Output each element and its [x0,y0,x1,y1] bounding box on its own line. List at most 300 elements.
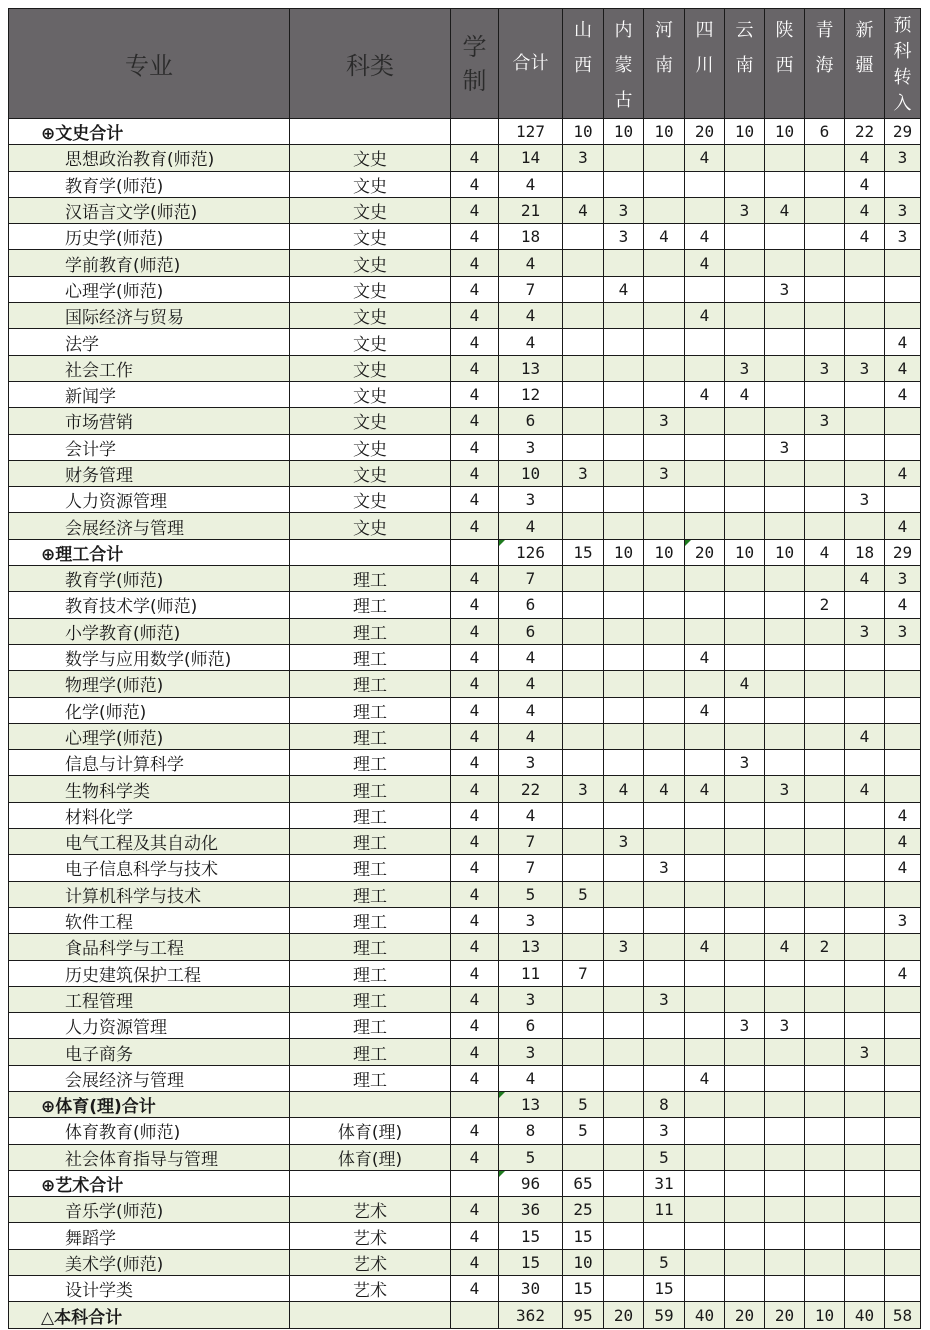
cell-province-count[interactable] [604,566,644,592]
cell-major[interactable]: 心理学(师范) [9,276,290,302]
cell-total[interactable]: 3 [499,487,563,513]
cell-province-count[interactable]: 10 [563,1249,604,1275]
cell-province-count[interactable] [845,1013,885,1039]
cell-major[interactable]: 物理学(师范) [9,671,290,697]
cell-province-count[interactable]: 5 [563,881,604,907]
cell-category[interactable]: 理工 [290,960,451,986]
cell-province-count[interactable] [563,671,604,697]
cell-major[interactable]: ⊕艺术合计 [9,1170,290,1196]
cell-province-count[interactable]: 4 [685,250,725,276]
cell-province-count[interactable]: 3 [604,197,644,223]
cell-province-count[interactable]: 4 [885,829,921,855]
cell-major[interactable]: △本科合计 [9,1302,290,1328]
cell-category[interactable]: 文史 [290,381,451,407]
cell-years[interactable]: 4 [451,1118,499,1144]
cell-category[interactable] [290,119,451,145]
cell-province-count[interactable] [885,1065,921,1091]
cell-province-count[interactable]: 10 [604,539,644,565]
cell-province-count[interactable]: 31 [644,1170,685,1196]
cell-province-count[interactable] [765,1223,805,1249]
cell-province-count[interactable] [725,513,765,539]
cell-province-count[interactable] [885,1013,921,1039]
cell-province-count[interactable] [765,408,805,434]
cell-years[interactable]: 4 [451,776,499,802]
cell-category[interactable]: 文史 [290,460,451,486]
cell-province-count[interactable] [563,381,604,407]
cell-province-count[interactable]: 4 [845,145,885,171]
cell-major[interactable]: 数学与应用数学(师范) [9,644,290,670]
cell-province-count[interactable] [885,1118,921,1144]
cell-province-count[interactable] [685,1144,725,1170]
cell-province-count[interactable] [805,855,845,881]
cell-province-count[interactable]: 4 [685,145,725,171]
cell-province-count[interactable] [685,1249,725,1275]
cell-years[interactable]: 4 [451,224,499,250]
cell-years[interactable]: 4 [451,750,499,776]
cell-total[interactable]: 5 [499,881,563,907]
cell-total[interactable]: 4 [499,697,563,723]
cell-province-count[interactable]: 10 [765,119,805,145]
cell-category[interactable]: 文史 [290,224,451,250]
cell-province-count[interactable] [685,1276,725,1302]
cell-province-count[interactable] [765,697,805,723]
cell-province-count[interactable]: 3 [725,355,765,381]
cell-province-count[interactable] [765,723,805,749]
cell-province-count[interactable] [845,1197,885,1223]
cell-category[interactable]: 文史 [290,487,451,513]
cell-major[interactable]: 学前教育(师范) [9,250,290,276]
cell-province-count[interactable]: 3 [885,618,921,644]
cell-province-count[interactable]: 4 [765,934,805,960]
cell-province-count[interactable] [725,303,765,329]
cell-province-count[interactable]: 4 [845,224,885,250]
cell-province-count[interactable]: 3 [765,1013,805,1039]
cell-province-count[interactable]: 4 [685,224,725,250]
cell-major[interactable]: 国际经济与贸易 [9,303,290,329]
cell-province-count[interactable] [563,592,604,618]
cell-province-count[interactable] [765,1091,805,1117]
cell-major[interactable]: 工程管理 [9,986,290,1012]
cell-province-count[interactable]: 3 [563,145,604,171]
cell-province-count[interactable] [725,145,765,171]
cell-province-count[interactable] [644,802,685,828]
cell-province-count[interactable] [725,171,765,197]
cell-province-count[interactable] [644,881,685,907]
cell-province-count[interactable]: 3 [644,408,685,434]
cell-province-count[interactable] [845,907,885,933]
cell-total[interactable]: 18 [499,224,563,250]
cell-major[interactable]: 化学(师范) [9,697,290,723]
cell-total[interactable]: 3 [499,750,563,776]
cell-province-count[interactable]: 15 [563,1276,604,1302]
cell-category[interactable]: 理工 [290,618,451,644]
cell-province-count[interactable] [685,750,725,776]
cell-province-count[interactable]: 3 [845,355,885,381]
cell-major[interactable]: 会计学 [9,434,290,460]
cell-province-count[interactable] [604,723,644,749]
cell-province-count[interactable] [885,776,921,802]
cell-years[interactable]: 4 [451,723,499,749]
cell-province-count[interactable] [604,881,644,907]
cell-province-count[interactable] [805,802,845,828]
cell-province-count[interactable] [604,697,644,723]
cell-years[interactable]: 4 [451,434,499,460]
cell-category[interactable]: 文史 [290,408,451,434]
cell-province-count[interactable] [765,1170,805,1196]
cell-province-count[interactable] [685,329,725,355]
cell-province-count[interactable]: 8 [644,1091,685,1117]
cell-province-count[interactable]: 3 [604,934,644,960]
cell-years[interactable]: 4 [451,250,499,276]
cell-province-count[interactable]: 3 [845,618,885,644]
cell-province-count[interactable] [765,960,805,986]
cell-province-count[interactable] [644,566,685,592]
cell-province-count[interactable] [563,829,604,855]
cell-province-count[interactable] [644,1223,685,1249]
cell-province-count[interactable]: 40 [845,1302,885,1328]
cell-province-count[interactable] [805,723,845,749]
cell-province-count[interactable]: 15 [563,1223,604,1249]
cell-total[interactable]: 10 [499,460,563,486]
cell-total[interactable]: 36 [499,1197,563,1223]
cell-province-count[interactable] [885,750,921,776]
cell-years[interactable]: 4 [451,1065,499,1091]
cell-province-count[interactable] [604,303,644,329]
cell-province-count[interactable] [604,671,644,697]
cell-province-count[interactable] [845,1065,885,1091]
cell-province-count[interactable] [845,276,885,302]
cell-province-count[interactable] [805,1197,845,1223]
cell-total[interactable]: 5 [499,1144,563,1170]
cell-total[interactable]: 13 [499,355,563,381]
cell-province-count[interactable] [644,145,685,171]
cell-province-count[interactable] [805,171,845,197]
cell-province-count[interactable] [805,776,845,802]
cell-province-count[interactable] [845,934,885,960]
cell-years[interactable]: 4 [451,355,499,381]
cell-province-count[interactable]: 3 [765,276,805,302]
cell-category[interactable]: 文史 [290,513,451,539]
cell-province-count[interactable]: 5 [563,1118,604,1144]
cell-province-count[interactable] [725,1065,765,1091]
cell-province-count[interactable] [685,355,725,381]
cell-province-count[interactable]: 11 [644,1197,685,1223]
cell-province-count[interactable]: 4 [885,381,921,407]
cell-province-count[interactable] [685,408,725,434]
cell-province-count[interactable]: 3 [885,145,921,171]
cell-years[interactable] [451,119,499,145]
cell-province-count[interactable] [644,644,685,670]
cell-category[interactable]: 理工 [290,1065,451,1091]
cell-category[interactable]: 理工 [290,907,451,933]
cell-province-count[interactable]: 10 [604,119,644,145]
cell-province-count[interactable]: 10 [805,1302,845,1328]
cell-province-count[interactable] [805,1039,845,1065]
cell-province-count[interactable] [604,145,644,171]
cell-province-count[interactable] [885,697,921,723]
cell-major[interactable]: 历史建筑保护工程 [9,960,290,986]
cell-province-count[interactable] [685,513,725,539]
cell-years[interactable]: 4 [451,829,499,855]
cell-major[interactable]: 食品科学与工程 [9,934,290,960]
cell-province-count[interactable] [765,513,805,539]
cell-province-count[interactable]: 10 [725,119,765,145]
cell-province-count[interactable] [725,618,765,644]
cell-category[interactable]: 文史 [290,276,451,302]
cell-province-count[interactable] [604,855,644,881]
cell-province-count[interactable] [765,487,805,513]
cell-major[interactable]: 电子信息科学与技术 [9,855,290,881]
cell-province-count[interactable] [885,487,921,513]
cell-province-count[interactable] [805,644,845,670]
cell-province-count[interactable] [563,802,604,828]
cell-category[interactable]: 艺术 [290,1197,451,1223]
cell-major[interactable]: 新闻学 [9,381,290,407]
cell-province-count[interactable]: 3 [644,855,685,881]
cell-years[interactable] [451,1170,499,1196]
cell-category[interactable]: 艺术 [290,1249,451,1275]
cell-province-count[interactable]: 4 [685,644,725,670]
cell-province-count[interactable]: 10 [765,539,805,565]
cell-total[interactable]: 7 [499,566,563,592]
cell-province-count[interactable] [845,1223,885,1249]
cell-total[interactable]: 4 [499,513,563,539]
cell-province-count[interactable] [644,671,685,697]
cell-province-count[interactable] [604,1144,644,1170]
cell-province-count[interactable] [725,1249,765,1275]
cell-province-count[interactable] [765,618,805,644]
cell-province-count[interactable]: 4 [845,566,885,592]
cell-province-count[interactable] [563,723,604,749]
cell-category[interactable]: 文史 [290,171,451,197]
cell-province-count[interactable] [805,381,845,407]
cell-province-count[interactable] [725,1091,765,1117]
cell-years[interactable]: 4 [451,513,499,539]
cell-total[interactable]: 4 [499,644,563,670]
cell-province-count[interactable] [765,644,805,670]
cell-province-count[interactable] [685,1013,725,1039]
cell-province-count[interactable] [563,697,604,723]
cell-province-count[interactable] [885,723,921,749]
cell-province-count[interactable] [725,487,765,513]
cell-province-count[interactable] [805,986,845,1012]
cell-province-count[interactable] [725,802,765,828]
cell-province-count[interactable] [644,355,685,381]
cell-category[interactable]: 体育(理) [290,1144,451,1170]
cell-years[interactable]: 4 [451,644,499,670]
cell-province-count[interactable] [725,460,765,486]
cell-province-count[interactable] [563,303,604,329]
cell-province-count[interactable] [685,960,725,986]
cell-years[interactable]: 4 [451,276,499,302]
cell-major[interactable]: 舞蹈学 [9,1223,290,1249]
cell-province-count[interactable] [885,1197,921,1223]
cell-province-count[interactable] [685,566,725,592]
cell-province-count[interactable] [563,329,604,355]
cell-province-count[interactable] [845,592,885,618]
cell-province-count[interactable] [885,1091,921,1117]
cell-province-count[interactable] [644,250,685,276]
cell-total[interactable]: 3 [499,986,563,1012]
cell-province-count[interactable] [604,1223,644,1249]
cell-province-count[interactable] [765,329,805,355]
cell-province-count[interactable]: 3 [885,566,921,592]
cell-years[interactable]: 4 [451,881,499,907]
cell-province-count[interactable]: 4 [885,592,921,618]
cell-province-count[interactable] [805,750,845,776]
cell-major[interactable]: 电气工程及其自动化 [9,829,290,855]
cell-years[interactable]: 4 [451,1197,499,1223]
cell-province-count[interactable] [563,855,604,881]
cell-years[interactable]: 4 [451,802,499,828]
cell-province-count[interactable] [725,1170,765,1196]
cell-province-count[interactable] [765,750,805,776]
cell-province-count[interactable]: 3 [563,776,604,802]
cell-total[interactable]: 4 [499,250,563,276]
cell-province-count[interactable] [765,1276,805,1302]
cell-major[interactable]: 软件工程 [9,907,290,933]
cell-major[interactable]: 人力资源管理 [9,487,290,513]
cell-province-count[interactable]: 4 [685,381,725,407]
cell-province-count[interactable] [845,329,885,355]
cell-province-count[interactable]: 5 [644,1144,685,1170]
cell-province-count[interactable] [725,907,765,933]
cell-province-count[interactable] [805,881,845,907]
cell-province-count[interactable] [805,1144,845,1170]
cell-province-count[interactable] [765,802,805,828]
cell-province-count[interactable]: 3 [845,487,885,513]
cell-province-count[interactable] [765,829,805,855]
cell-province-count[interactable] [765,171,805,197]
cell-province-count[interactable] [725,855,765,881]
cell-major[interactable]: 电子商务 [9,1039,290,1065]
cell-province-count[interactable] [805,960,845,986]
cell-province-count[interactable] [644,197,685,223]
cell-total[interactable]: 22 [499,776,563,802]
cell-province-count[interactable] [725,776,765,802]
cell-category[interactable]: 艺术 [290,1276,451,1302]
cell-years[interactable]: 4 [451,566,499,592]
cell-province-count[interactable] [685,1197,725,1223]
cell-province-count[interactable] [725,250,765,276]
cell-province-count[interactable] [604,907,644,933]
cell-province-count[interactable]: 25 [563,1197,604,1223]
cell-category[interactable]: 理工 [290,881,451,907]
cell-province-count[interactable] [604,1013,644,1039]
cell-province-count[interactable] [765,855,805,881]
cell-province-count[interactable] [845,1144,885,1170]
cell-province-count[interactable]: 3 [644,986,685,1012]
cell-major[interactable]: 市场营销 [9,408,290,434]
cell-province-count[interactable]: 2 [805,934,845,960]
cell-province-count[interactable] [725,329,765,355]
cell-major[interactable]: 汉语言文学(师范) [9,197,290,223]
cell-province-count[interactable] [845,1118,885,1144]
cell-province-count[interactable] [685,802,725,828]
cell-province-count[interactable] [725,276,765,302]
cell-province-count[interactable] [644,829,685,855]
cell-category[interactable] [290,1302,451,1328]
cell-province-count[interactable]: 4 [805,539,845,565]
cell-province-count[interactable] [805,697,845,723]
cell-province-count[interactable] [604,408,644,434]
cell-category[interactable]: 理工 [290,644,451,670]
cell-province-count[interactable] [885,250,921,276]
cell-province-count[interactable] [563,250,604,276]
cell-major[interactable]: 会展经济与管理 [9,1065,290,1091]
cell-province-count[interactable]: 4 [885,855,921,881]
cell-province-count[interactable]: 58 [885,1302,921,1328]
cell-province-count[interactable] [805,1223,845,1249]
cell-province-count[interactable]: 3 [725,750,765,776]
cell-province-count[interactable] [644,960,685,986]
cell-years[interactable]: 4 [451,1013,499,1039]
cell-total[interactable]: 362 [499,1302,563,1328]
cell-province-count[interactable] [725,986,765,1012]
cell-province-count[interactable]: 4 [885,329,921,355]
cell-province-count[interactable] [725,1118,765,1144]
cell-province-count[interactable] [604,381,644,407]
cell-province-count[interactable] [765,881,805,907]
cell-province-count[interactable] [604,1170,644,1196]
cell-province-count[interactable] [845,829,885,855]
cell-province-count[interactable] [765,250,805,276]
cell-province-count[interactable] [644,381,685,407]
cell-province-count[interactable] [805,434,845,460]
cell-total[interactable]: 12 [499,381,563,407]
cell-province-count[interactable] [765,907,805,933]
cell-province-count[interactable]: 4 [685,1065,725,1091]
cell-province-count[interactable] [644,329,685,355]
cell-province-count[interactable] [845,671,885,697]
cell-major[interactable]: 音乐学(师范) [9,1197,290,1223]
cell-province-count[interactable] [644,513,685,539]
cell-province-count[interactable]: 4 [604,276,644,302]
cell-province-count[interactable] [805,618,845,644]
cell-province-count[interactable] [604,750,644,776]
cell-province-count[interactable] [604,960,644,986]
cell-province-count[interactable] [685,855,725,881]
cell-province-count[interactable] [845,250,885,276]
cell-major[interactable]: 心理学(师范) [9,723,290,749]
cell-province-count[interactable] [563,618,604,644]
cell-province-count[interactable] [765,355,805,381]
cell-total[interactable]: 11 [499,960,563,986]
cell-province-count[interactable] [685,1170,725,1196]
cell-years[interactable]: 4 [451,381,499,407]
cell-years[interactable]: 4 [451,1039,499,1065]
cell-province-count[interactable] [845,1276,885,1302]
cell-province-count[interactable] [604,644,644,670]
cell-province-count[interactable] [805,224,845,250]
cell-province-count[interactable]: 3 [885,224,921,250]
cell-province-count[interactable] [805,1091,845,1117]
cell-province-count[interactable] [845,802,885,828]
cell-province-count[interactable] [644,303,685,329]
cell-province-count[interactable] [644,592,685,618]
cell-province-count[interactable] [765,145,805,171]
cell-province-count[interactable] [725,592,765,618]
cell-province-count[interactable] [805,197,845,223]
cell-province-count[interactable] [563,907,604,933]
cell-category[interactable] [290,1170,451,1196]
cell-province-count[interactable] [845,460,885,486]
cell-province-count[interactable] [805,276,845,302]
cell-province-count[interactable] [765,592,805,618]
cell-province-count[interactable] [845,697,885,723]
cell-province-count[interactable] [604,329,644,355]
cell-province-count[interactable] [725,829,765,855]
